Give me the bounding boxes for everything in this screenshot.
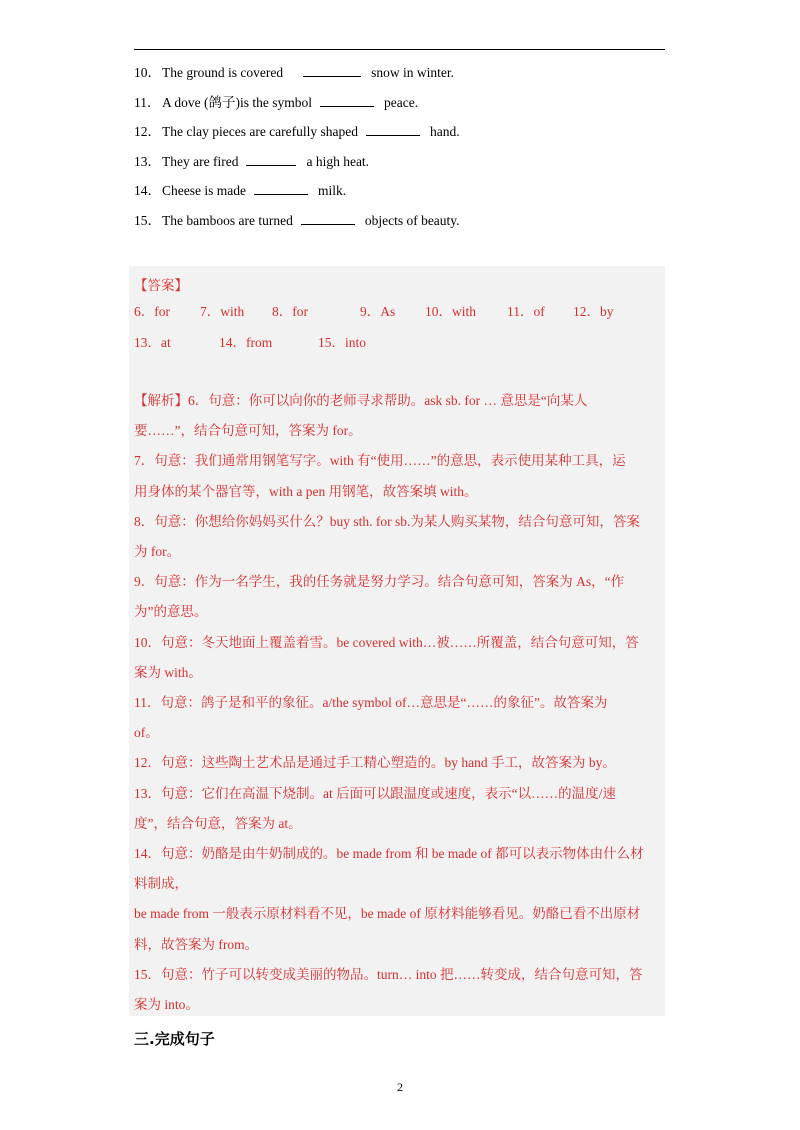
question-text-after: snow in winter. bbox=[371, 65, 454, 80]
explanation-line: 14．句意：奶酪是由牛奶制成的。be made from 和 be made of 都可以表示物体由什么材 bbox=[134, 846, 644, 861]
explanation-line: 10．句意：冬天地面上覆盖着雪。be covered with…被……所覆盖，结合句意可知，答 bbox=[134, 635, 639, 650]
question-text-before: A dove (鸽子)is the symbol bbox=[162, 95, 312, 110]
question-number: 13． bbox=[134, 154, 161, 169]
answer-blank bbox=[320, 94, 374, 107]
answer-item: 7．with bbox=[200, 304, 245, 319]
answer-blank bbox=[366, 123, 420, 136]
question-text-after: a high heat. bbox=[306, 154, 370, 169]
explanation-line: 料制成， bbox=[134, 876, 188, 891]
header-rule bbox=[134, 49, 665, 50]
question-item bbox=[134, 123, 460, 140]
explanation-line: 用身体的某个器官等，with a pen 用钢笔，故答案填 with。 bbox=[134, 484, 478, 499]
question-number: 12． bbox=[134, 124, 161, 139]
answer-blank bbox=[246, 153, 296, 166]
answer-item: 11．of bbox=[507, 304, 545, 319]
explanation-line: 为”的意思。 bbox=[134, 604, 208, 619]
question-item bbox=[134, 153, 369, 170]
question-text-before: Cheese is made bbox=[162, 183, 246, 198]
page-number: 2 bbox=[397, 1080, 403, 1094]
question-text-after: milk. bbox=[317, 183, 347, 198]
question-item bbox=[134, 94, 418, 111]
answer-item: 14．from bbox=[219, 335, 273, 350]
answer-item: 12．by bbox=[573, 304, 614, 319]
answer-item: 6．for bbox=[134, 304, 170, 319]
question-item bbox=[134, 64, 454, 81]
explanation-line: be made from 一般表示原材料看不见，be made of 原材料能够看见。奶酪已看不出原材 bbox=[134, 906, 641, 921]
explanation-line: 9．句意：作为一名学生，我的任务就是努力学习。结合句意可知，答案为 As，“作 bbox=[134, 574, 625, 589]
question-text-before: The ground is covered bbox=[162, 65, 284, 80]
answer-item: 8．for bbox=[272, 304, 308, 319]
explanation-line: 案为 into。 bbox=[134, 997, 199, 1012]
explanation-line: 料，故答案为 from。 bbox=[134, 937, 259, 952]
explanation-line: of。 bbox=[134, 725, 159, 740]
explanation-line: 要……”，结合句意可知，答案为 for。 bbox=[134, 423, 362, 438]
explanation-line: 度”，结合句意，答案为 at。 bbox=[134, 816, 302, 831]
explanation-line: 15．句意：竹子可以转变成美丽的物品。turn… into 把……转变成，结合句意可知，答 bbox=[134, 967, 643, 982]
explanation-line: 为 for。 bbox=[134, 544, 181, 559]
question-item bbox=[134, 212, 460, 229]
answer-item: 13．at bbox=[134, 335, 171, 350]
question-text-before: They are fired bbox=[162, 154, 239, 169]
question-number: 15． bbox=[134, 213, 161, 228]
question-text-after: peace. bbox=[384, 95, 419, 110]
question-text-before: The clay pieces are carefully shaped bbox=[162, 124, 359, 139]
explanation-line: 【解析】6．句意：你可以向你的老师寻求帮助。ask sb. for … 意思是“向某人 bbox=[134, 393, 588, 408]
question-number: 11． bbox=[134, 95, 161, 110]
question-text-after: hand. bbox=[430, 124, 460, 139]
section-title: 三.完成句子 bbox=[134, 1030, 215, 1048]
answer-heading: 【答案】 bbox=[134, 278, 188, 293]
question-number: 10． bbox=[134, 65, 161, 80]
explanation-line: 案为 with。 bbox=[134, 665, 202, 680]
answer-blank bbox=[303, 64, 361, 77]
explanation-line: 12．句意：这些陶土艺术品是通过手工精心塑造的。by hand 手工，故答案为 by。 bbox=[134, 755, 616, 770]
question-text-after: objects of beauty. bbox=[364, 213, 460, 228]
explanation-line: 13．句意：它们在高温下烧制。at 后面可以跟温度或速度，表示“以……的温度/速 bbox=[134, 786, 616, 801]
explanation-line: 7．句意：我们通常用钢笔写字。with 有“使用……”的意思，表示使用某种工具，运 bbox=[134, 453, 626, 468]
answer-item: 9．As bbox=[360, 304, 396, 319]
answer-item: 15．into bbox=[318, 335, 367, 350]
question-number: 14． bbox=[134, 183, 161, 198]
answer-blank bbox=[301, 212, 355, 225]
question-text-before: The bamboos are turned bbox=[162, 213, 293, 228]
answer-blank bbox=[254, 182, 308, 195]
question-item bbox=[134, 182, 346, 199]
explanation-line: 11．句意：鸽子是和平的象征。a/the symbol of…意思是“……的象征”。故答案为 bbox=[134, 695, 608, 710]
answer-item: 10．with bbox=[425, 304, 477, 319]
explanation-line: 8．句意：你想给你妈妈买什么？buy sth. for sb.为某人购买某物，结合句意可知，答案 bbox=[134, 514, 640, 529]
